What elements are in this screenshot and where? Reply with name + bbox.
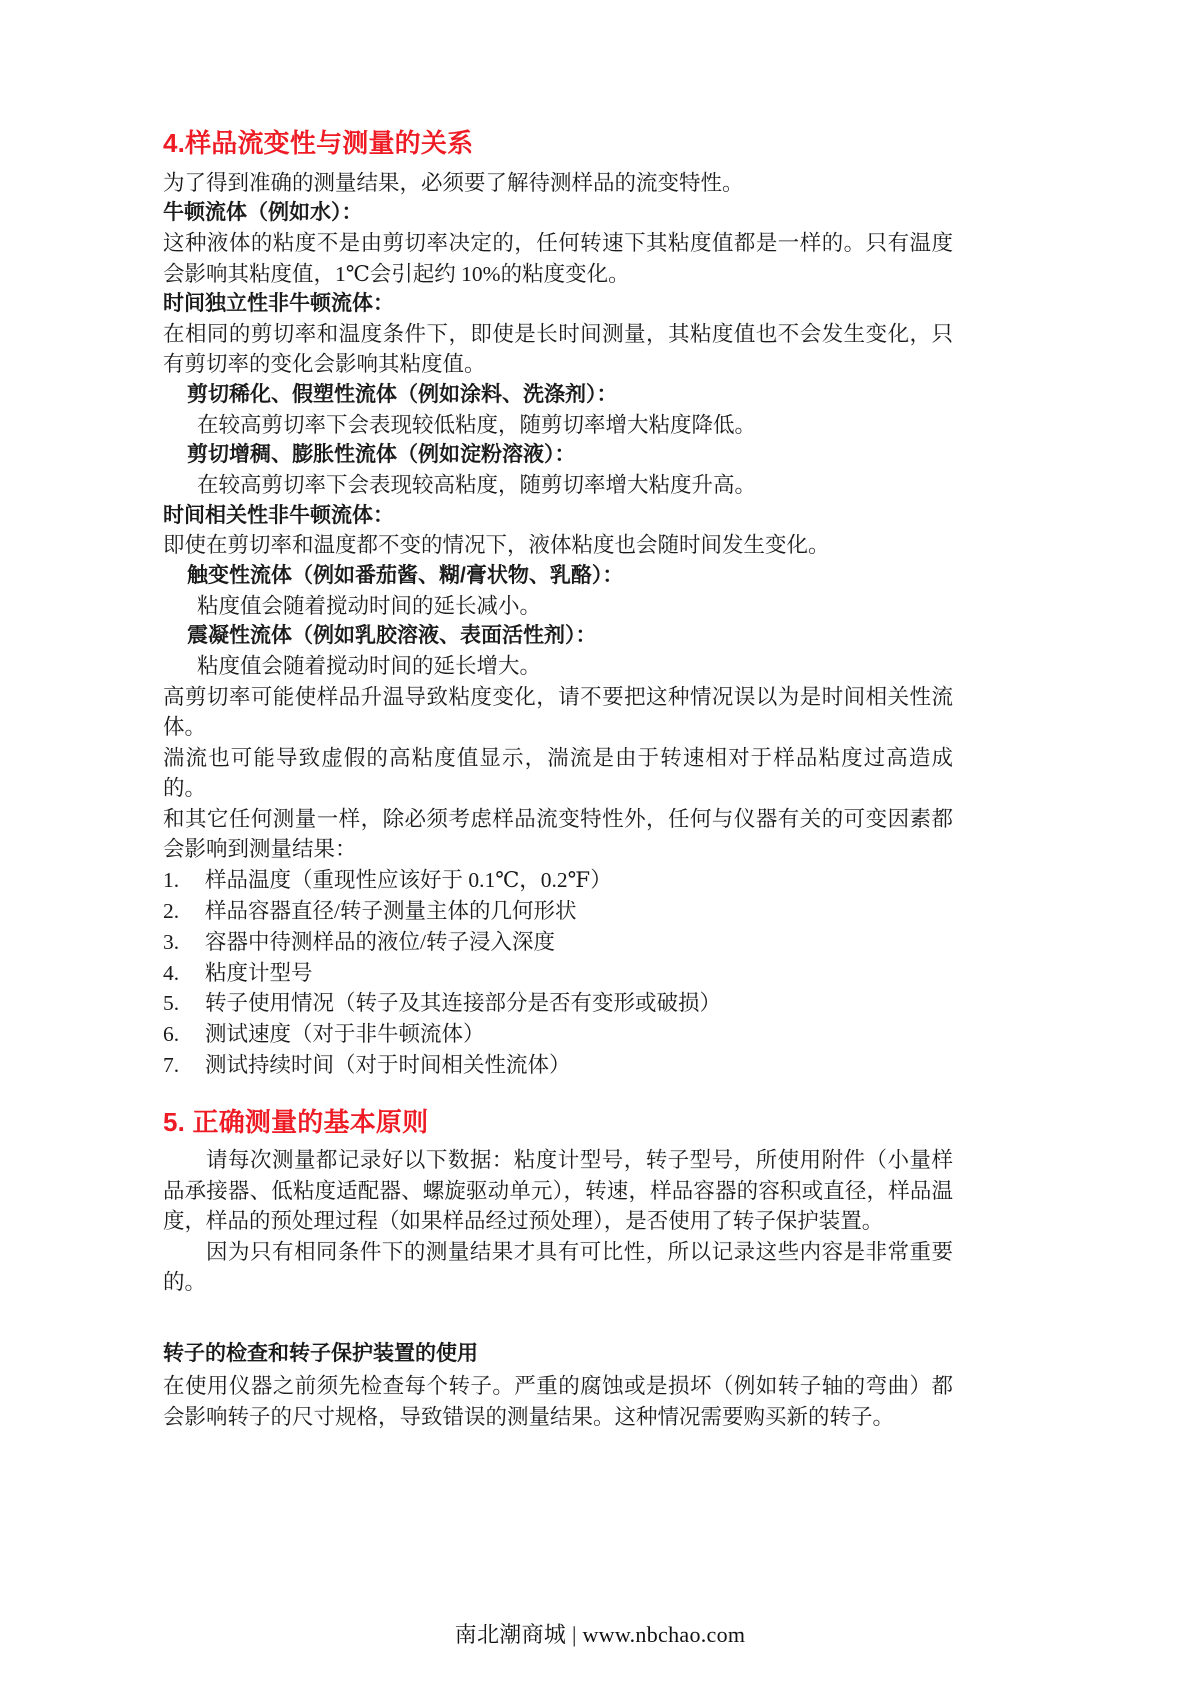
- rotor-inspection-body: 在使用仪器之前须先检查每个转子。严重的腐蚀或是损坏（例如转子轴的弯曲）都会影响转子的尺寸规格，导致错误的测量结果。这种情况需要购买新的转子。: [163, 1374, 953, 1429]
- section-5-heading: 5. 正确测量的基本原则: [163, 1107, 429, 1138]
- list-item: [163, 865, 953, 896]
- section-4-intro-paragraph: 为了得到准确的测量结果，必须要了解待测样品的流变特性。: [163, 170, 744, 195]
- list-item-text: 测试持续时间（对于时间相关性流体）: [205, 1053, 571, 1078]
- list-item-text: 粘度计型号: [205, 960, 313, 985]
- shear-thickening-body: 在较高剪切率下会表现较高粘度，随剪切率增大粘度升高。: [197, 473, 757, 498]
- rheopectic-label: 震凝性流体（例如乳胶溶液、表面活性剂）：: [187, 624, 597, 648]
- list-item-text: 测试速度（对于非牛顿流体）: [205, 1022, 485, 1047]
- list-item-number: 1.: [163, 867, 180, 892]
- instrument-factors-intro: 和其它任何测量一样，除必须考虑样品流变特性外，任何与仪器有关的可变因素都会影响到测量结果：: [163, 806, 953, 862]
- list-item: [163, 1050, 953, 1081]
- time-dependent-fluid-body: 即使在剪切率和温度都不变的情况下，液体粘度也会随时间发生变化。: [163, 533, 830, 558]
- list-item-number: 3.: [163, 929, 180, 954]
- shear-thinning-label: 剪切稀化、假塑性流体（例如涂料、洗涤剂）：: [187, 382, 618, 406]
- list-item-text: 容器中待测样品的液位/转子浸入深度: [205, 929, 555, 954]
- list-item: [163, 988, 953, 1019]
- shear-thickening-label: 剪切增稠、膨胀性流体（例如淀粉溶液）：: [187, 443, 576, 467]
- time-dependent-fluid-label: 时间相关性非牛顿流体：: [163, 503, 394, 527]
- section-5-paragraph-1: 请每次测量都记录好以下数据：粘度计型号，转子型号，所使用附件（小量样品承接器、低粘度适配器、螺旋驱动单元），转速，样品容器的容积或直径，样品温度，样品的预处理过程（如果样品经过预处理），是否使用了转子保护装置。: [163, 1148, 953, 1234]
- instrument-factors-list: [163, 865, 953, 1082]
- list-item: [163, 927, 953, 958]
- thixotropic-label: 触变性流体（例如番茄酱、糊/膏状物、乳酪）：: [187, 563, 624, 587]
- list-item-number: 7.: [163, 1053, 180, 1078]
- shear-thinning-body: 在较高剪切率下会表现较低粘度，随剪切率增大粘度降低。: [197, 412, 757, 437]
- list-item-text: 样品温度（重现性应该好于 0.1℃，0.2℉）: [205, 867, 612, 892]
- list-item-text: 样品容器直径/转子测量主体的几何形状: [205, 898, 577, 923]
- section-4-heading: 4.样品流变性与测量的关系: [163, 128, 474, 158]
- rotor-inspection-subheading: 转子的检查和转子保护装置的使用: [163, 1341, 478, 1365]
- turbulence-note: 湍流也可能导致虚假的高粘度值显示，湍流是由于转速相对于样品粘度过高造成的。: [163, 745, 953, 801]
- section-5-paragraph-2: 因为只有相同条件下的测量结果才具有可比性，所以记录这些内容是非常重要的。: [163, 1239, 953, 1295]
- list-item-number: 4.: [163, 960, 180, 985]
- document-content: [163, 128, 953, 1432]
- list-item-number: 6.: [163, 1022, 180, 1047]
- thixotropic-body: 粘度值会随着搅动时间的延长减小。: [197, 593, 542, 618]
- rheopectic-body: 粘度值会随着搅动时间的延长增大。: [197, 654, 542, 679]
- newtonian-fluid-label: 牛顿流体（例如水）：: [163, 201, 363, 225]
- list-item-number: 5.: [163, 991, 180, 1016]
- time-independent-fluid-label: 时间独立性非牛顿流体：: [163, 292, 394, 316]
- shear-heating-note: 高剪切率可能使样品升温导致粘度变化，请不要把这种情况误以为是时间相关性流体。: [163, 684, 953, 740]
- paragraph-spacer: [163, 1298, 953, 1338]
- list-item: [163, 1019, 953, 1050]
- list-item: [163, 896, 953, 927]
- newtonian-fluid-body: 这种液体的粘度不是由剪切率决定的，任何转速下其粘度值都是一样的。只有温度会影响其粘度值，1℃会引起约 10%的粘度变化。: [163, 231, 953, 286]
- page-footer: 南北潮商城 | www.nbchao.com: [454, 1622, 746, 1647]
- list-item-text: 转子使用情况（转子及其连接部分是否有变形或破损）: [205, 991, 722, 1016]
- list-item-number: 2.: [163, 898, 180, 923]
- list-item: [163, 958, 953, 989]
- time-independent-fluid-body: 在相同的剪切率和温度条件下，即使是长时间测量，其粘度值也不会发生变化，只有剪切率的变化会影响其粘度值。: [163, 321, 953, 377]
